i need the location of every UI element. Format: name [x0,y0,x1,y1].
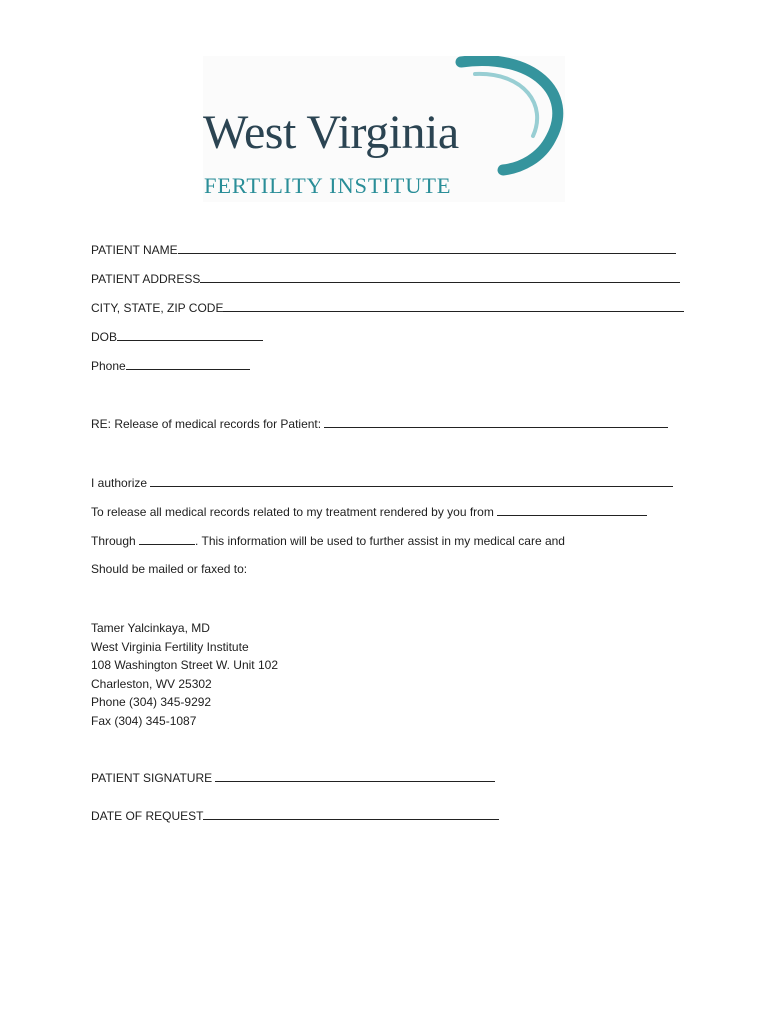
recipient-phone: Phone (304) 345-9292 [91,695,212,710]
re-patient-field[interactable] [324,416,668,428]
through-date-field[interactable] [139,533,195,545]
logo-subtitle: FERTILITY INSTITUTE [204,173,452,198]
authorize-label: I authorize [91,476,151,490]
through-prefix: Through [91,534,140,548]
signature-row [91,770,495,785]
city-state-zip-label: CITY, STATE, ZIP CODE [91,301,224,315]
date-of-request-row [91,808,499,823]
patient-address-field[interactable] [200,271,680,283]
logo-name: West Virginia [203,106,459,159]
mailed-row [91,562,247,576]
recipient-address [91,619,278,731]
patient-address-row [91,271,680,286]
mailed-label: Should be mailed or faxed to: [91,562,248,576]
authorize-row [91,475,673,490]
recipient-name: Tamer Yalcinkaya, MD [91,621,210,635]
patient-name-row [91,242,676,257]
signature-label: PATIENT SIGNATURE [91,771,216,785]
patient-address-label: PATIENT ADDRESS [91,272,201,286]
city-state-zip-row [91,300,684,315]
dob-row [91,329,263,344]
signature-field[interactable] [215,770,495,782]
patient-name-field[interactable] [178,242,676,254]
city-state-zip-field[interactable] [223,300,684,312]
patient-name-label: PATIENT NAME [91,243,178,257]
recipient-org: West Virginia Fertility Institute [91,639,249,654]
dob-label: DOB [91,330,118,344]
re-label: RE: Release of medical records for Patient: [91,417,325,431]
release-from-field[interactable] [497,504,647,516]
through-suffix: . This information will be used to further assist in my medical care and [195,534,565,548]
date-of-request-field[interactable] [203,808,499,820]
recipient-city: Charleston, WV 25302 [91,676,212,691]
re-row [91,416,668,431]
phone-row [91,358,250,373]
phone-field[interactable] [126,358,250,370]
date-of-request-label: DATE OF REQUEST [91,809,204,823]
authorize-field[interactable] [150,475,673,487]
recipient-fax: Fax (304) 345-1087 [91,713,197,728]
through-row [91,533,565,548]
phone-label: Phone [91,359,126,373]
release-label: To release all medical records related to my treatment rendered by you from [91,505,498,519]
wv-fertility-logo [203,56,565,202]
release-row [91,504,647,519]
recipient-street: 108 Washington Street W. Unit 102 [91,658,278,673]
dob-field[interactable] [117,329,263,341]
